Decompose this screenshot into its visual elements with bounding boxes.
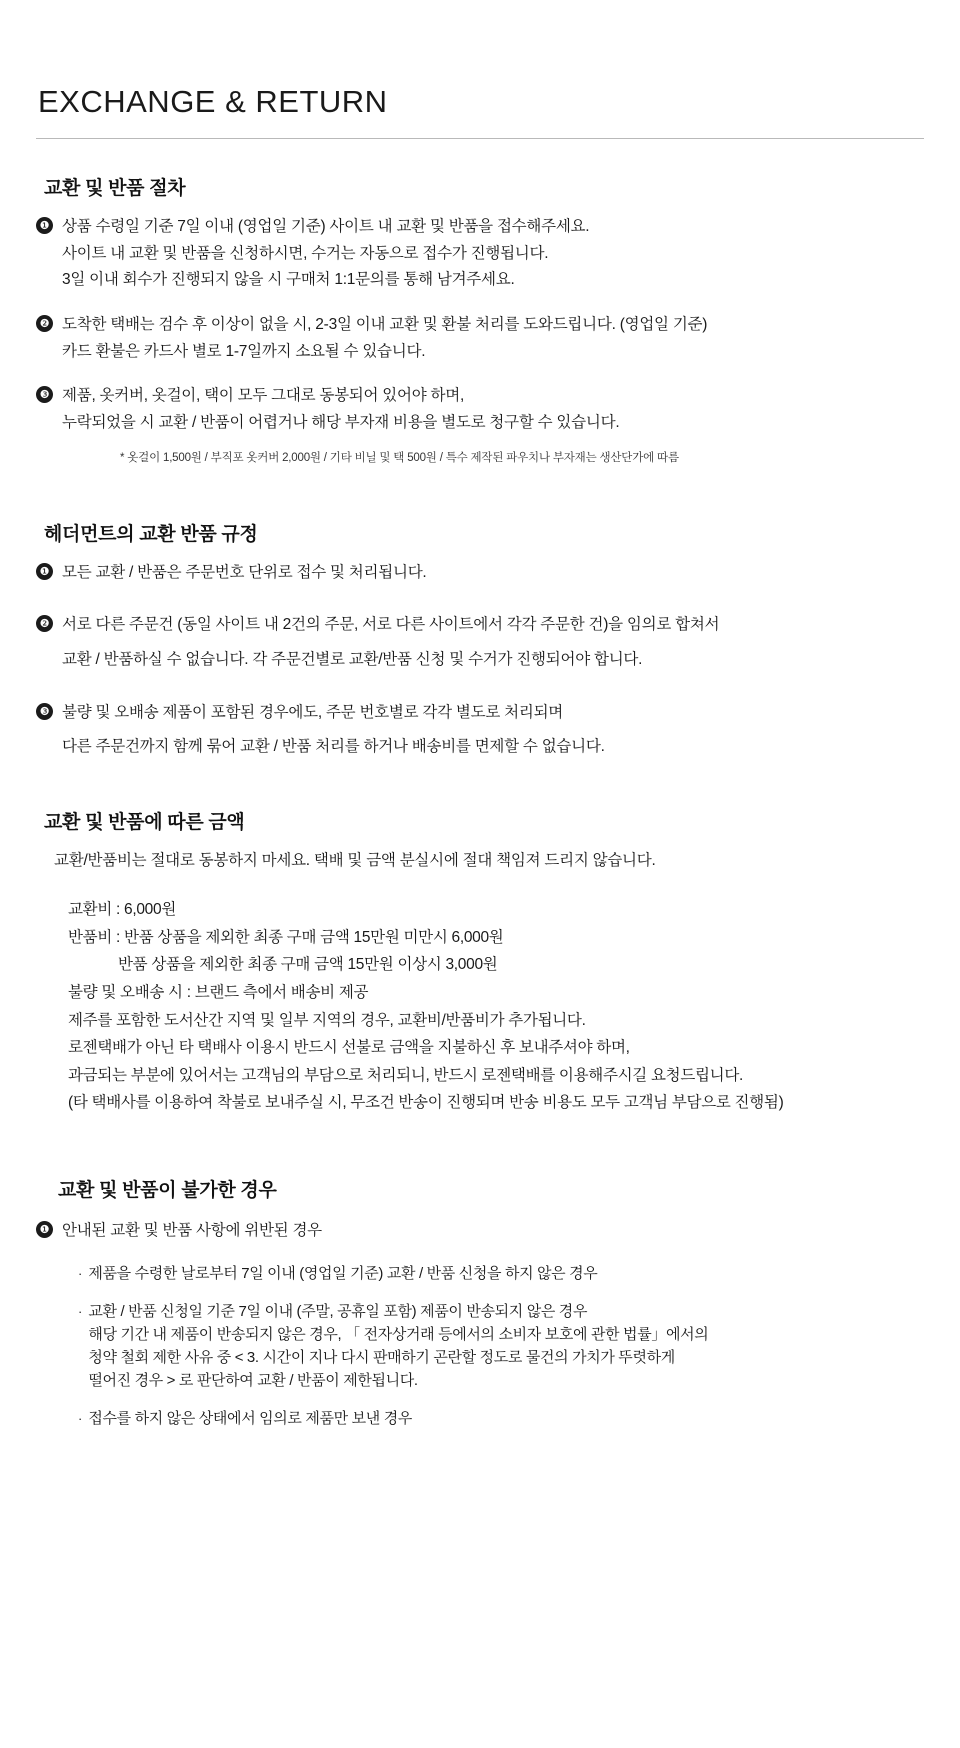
text-line: 서로 다른 주문건 (동일 사이트 내 2건의 주문, 서로 다른 사이트에서 각각 주문한 건)을 임의로 합쳐서: [62, 616, 720, 634]
text-line: 해당 기간 내 제품이 반송되지 않은 경우, 「 전자상거래 등에서의 소비자 보호에 관한 법률」에서의: [88, 1326, 709, 1344]
list-item: [36, 383, 924, 436]
not-allowed-sublist: [78, 1263, 924, 1432]
bullet-dot: ·: [78, 1265, 83, 1281]
list-marker: ❸: [36, 703, 53, 720]
list-marker: ❶: [36, 1221, 53, 1238]
text-line: 떨어진 경우 > 로 판단하여 교환 / 반품이 제한됩니다.: [88, 1371, 418, 1389]
list-item-body: [62, 312, 707, 365]
text-line: 접수를 하지 않은 상태에서 임의로 제품만 보낸 경우: [88, 1410, 413, 1428]
section-return-rules: [36, 519, 924, 761]
rules-list: [36, 560, 924, 761]
page-title: EXCHANGE & RETURN: [38, 84, 388, 119]
list-item-body: [62, 383, 619, 436]
title-divider: [36, 138, 924, 139]
list-marker: ❷: [36, 615, 53, 632]
list-marker: ❷: [36, 315, 53, 332]
list-item: [36, 1218, 924, 1245]
text-line: 교환 / 반품 신청일 기준 7일 이내 (주말, 공휴일 포함) 제품이 반송되지 않은 경우: [88, 1303, 588, 1321]
list-item: [36, 560, 924, 587]
list-item-body: [62, 612, 719, 673]
amount-line: 교환비 : 6,000원: [68, 901, 176, 919]
list-item: [36, 700, 924, 761]
section-heading: 헤더먼트의 교환 반품 규정: [44, 523, 258, 545]
amount-intro: 교환/반품비는 절대로 동봉하지 마세요. 택배 및 금액 분실시에 절대 책임져 드리지 않습니다.: [54, 851, 656, 869]
section-heading: 교환 및 반품 절차: [44, 178, 186, 199]
list-item: [36, 612, 924, 673]
list-marker: ❸: [36, 386, 53, 403]
text-line: 카드 환불은 카드사 별로 1-7일까지 소요될 수 있습니다.: [62, 342, 426, 360]
list-item: [78, 1263, 924, 1286]
text-line: 3일 이내 회수가 진행되지 않을 시 구매처 1:1문의를 통해 남겨주세요.: [62, 271, 515, 289]
list-item-body: [62, 560, 426, 587]
section-heading: 교환 및 반품에 따른 금액: [44, 811, 245, 833]
text-line: 누락되었을 시 교환 / 반품이 어렵거나 해당 부자재 비용을 별도로 청구할 수 있습니다.: [62, 413, 620, 431]
text-line: 교환 / 반품하실 수 없습니다. 각 주문건별로 교환/반품 신청 및 수거가 진행되어야 합니다.: [62, 650, 643, 668]
amount-line: 반품비 : 반품 상품을 제외한 최종 구매 금액 15만원 미만시 6,000원: [68, 928, 504, 946]
list-item-body: [62, 214, 589, 294]
section-amount: [36, 807, 924, 1117]
list-marker: ❶: [36, 563, 53, 580]
text-line: 제품을 수령한 날로부터 7일 이내 (영업일 기준) 교환 / 반품 신청을 하지 않은 경우: [88, 1264, 598, 1282]
amount-line: 반품 상품을 제외한 최종 구매 금액 15만원 이상시 3,000원: [118, 956, 498, 974]
amount-line: 과금되는 부분에 있어서는 고객님의 부담으로 처리되니, 반드시 로젠택배를 이용해주시길 요청드립니다.: [68, 1066, 744, 1084]
list-item-body: [62, 1218, 322, 1245]
amount-line: 로젠택배가 아닌 타 택배사 이용시 반드시 선불로 금액을 지불하신 후 보내주셔야 하며,: [68, 1039, 630, 1057]
sub-item-body: [88, 1408, 412, 1431]
text-line: 불량 및 오배송 제품이 포함된 경우에도, 주문 번호별로 각각 별도로 처리되며: [62, 703, 564, 721]
sub-item-body: [88, 1301, 708, 1392]
text-line: 도착한 택배는 검수 후 이상이 없을 시, 2-3일 이내 교환 및 환불 처리를 도와드립니다. (영업일 기준): [62, 315, 708, 333]
section-exchange-procedure: [36, 173, 924, 465]
list-item: [36, 312, 924, 365]
list-item: [36, 214, 924, 294]
text-line: 상품 수령일 기준 7일 이내 (영업일 기준) 사이트 내 교환 및 반품을 접수해주세요.: [62, 218, 590, 235]
bullet-dot: ·: [78, 1411, 83, 1427]
amount-line: (타 택배사를 이용하여 착불로 보내주실 시, 무조건 반송이 진행되며 반송 비용도 모두 고객님 부담으로 진행됨): [68, 1094, 784, 1112]
list-item-body: [62, 700, 605, 761]
list-item: [78, 1408, 924, 1431]
section-heading: 교환 및 반품이 불가한 경우: [58, 1179, 277, 1201]
text-line: 제품, 옷커버, 옷걸이, 택이 모두 그대로 동봉되어 있어야 하며,: [62, 387, 465, 405]
procedure-list: [36, 214, 924, 437]
text-line: 모든 교환 / 반품은 주문번호 단위로 접수 및 처리됩니다.: [62, 563, 427, 581]
text-line: 안내된 교환 및 반품 사항에 위반된 경우: [62, 1221, 322, 1239]
list-item: [78, 1301, 924, 1392]
amount-line: 제주를 포함한 도서산간 지역 및 일부 지역의 경우, 교환비/반품비가 추가됩니다.: [68, 1011, 586, 1029]
list-marker: ❶: [36, 217, 53, 234]
section-not-allowed: [36, 1175, 924, 1431]
bullet-dot: ·: [78, 1304, 83, 1320]
amount-lines: [68, 896, 924, 1117]
sub-item-body: [88, 1263, 597, 1286]
text-line: 다른 주문건까지 함께 묶어 교환 / 반품 처리를 하거나 배송비를 면제할 수 없습니다.: [62, 738, 605, 756]
text-line: 청약 철회 제한 사유 중 < 3. 시간이 지나 다시 판매하기 곤란할 정도로 물건의 가치가 뚜렷하게: [88, 1348, 675, 1366]
not-allowed-list: [36, 1218, 924, 1245]
fee-note: * 옷걸이 1,500원 / 부직포 옷커버 2,000원 / 기타 비닐 및 택 500원 / 특수 제작된 파우치나 부자재는 생산단가에 따름: [120, 451, 679, 464]
amount-line: 불량 및 오배송 시 : 브랜드 측에서 배송비 제공: [68, 983, 369, 1001]
text-line: 사이트 내 교환 및 반품을 신청하시면, 수거는 자동으로 접수가 진행됩니다.: [62, 244, 549, 262]
